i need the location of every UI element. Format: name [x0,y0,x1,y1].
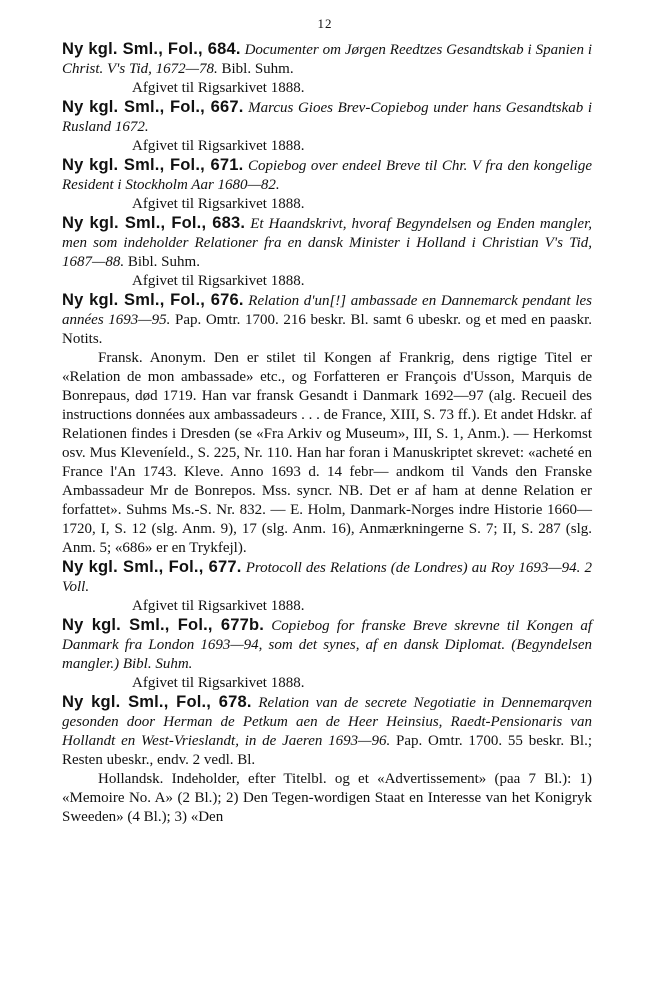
page-number: 12 [317,16,333,31]
entry-title: Relation d'un[!] ambassade en Dannemarck pendant les années 1693—95. [62,293,593,328]
entry-title: Marcus Gioes Brev-Copiebog under hans Gesandtskab i Rusland 1672. [62,100,593,135]
entry-note: Bibl. Suhm. [221,61,294,77]
shelfmark: Ny kgl. Sml., Fol., 683. [62,214,246,232]
entry-title: Copiebog over endeel Breve til Chr. V fra den kongelige Resident i Stockholm Aar 1680—82. [62,158,592,193]
catalog-entry [62,558,592,616]
entry-title: Protocoll des Relations (de Londres) au Roy 1693—94. 2 Voll. [62,560,593,595]
entry-note: Pap. Omtr. 1700. 216 beskr. Bl. samt 6 ubeskr. og et med en paaskr. Notits. [62,312,593,347]
entry-title: Documenter om Jørgen Reedtzes Gesandtskab i Spanien i Christ. V's Tid, 1672—78. [62,42,592,77]
catalog-entry [62,616,592,693]
catalog-entry [62,98,592,156]
entry-title: Et Haandskrivt, hvoraf Begyndelsen og Enden mangler, men som indeholder Relationer fra en dansk Minister i Holland i Christian V's Tid, 1687—88. [62,216,593,270]
shelfmark: Ny kgl. Sml., Fol., 671. [62,156,244,174]
entry-title: Copiebog for franske Breve skrevne til Kongen af Danmark fra London 1693—94, som det synes, af en dansk Diplomat. (Begyndelsen mangler.) Bibl. Suhm. [62,618,593,672]
catalog-text [62,40,592,827]
entry-description: Hollandsk. Indeholder, efter Titelbl. og et «Advertissement» (paa 7 Bl.): 1) «Memoire No. A» (2 Bl.); 2) Den Tegen-wordigen Staat en Interesse van het Konigryk Sweeden» (4 Bl.); 3) «Den [62,771,592,825]
entry-description: Fransk. Anonym. Den er stilet til Kongen af Frankrig, dens rigtige Titel er «Relation de mon ambassade» etc., og Forfatteren er François d'Usson, Marquis de Bonrepaus, død 1719. Han var fransk Gesandt i Danmark 1692—97 (alg. Recueil des instructions données aux ambassadeurs . . . de France, XIII, S. 73 ff.). Et andet Hdskr. af Relationen findes i Dresden (se «Fra Arkiv og Museum», III, S. 1, Anm.). — Herkomst osv. Mus Kleveníeld., S. 225, Nr. 110. Han har foran i Manuskriptet skrevet: «acheté en France l'An 1743. Kleve. Anno 1693 d. 14 febr— andkom til Vands den Franske Ambassadeur Mr de Bonrepos. Mss. syncr. NB. Det er af ham at denne Relation er forfattet». Suhms Ms.-S. Nr. 832. — E. Holm, Danmark-Norges indre Historie 1660—1720, I, S. 12 (slg. Anm. 9), 17 (slg. Anm. 16), Anmærkningerne S. 7; II, S. 287 (slg. Anm. 5; «686» er en Trykfejl). [62,350,593,556]
entry-title: Relation van de secrete Negotiatie in Dennemarqven gesonden door Herman de Petkum aen de Heer Heinsius, Raedt-Pensionaris van Hollandt en West-Vrieslandt, in de Jaeren 1693—96. [62,695,593,749]
afgivet-note: Afgivet til Rigsarkivet 1888. [132,675,305,691]
catalog-entry [62,156,592,214]
afgivet-note: Afgivet til Rigsarkivet 1888. [132,138,305,154]
entry-note: Bibl. Suhm. [127,254,200,270]
catalog-entry [62,40,592,98]
shelfmark: Ny kgl. Sml., Fol., 678. [62,693,252,711]
shelfmark: Ny kgl. Sml., Fol., 677. [62,558,242,576]
catalog-entry [62,693,592,827]
shelfmark: Ny kgl. Sml., Fol., 677b. [62,616,265,634]
afgivet-note: Afgivet til Rigsarkivet 1888. [132,273,305,289]
catalog-entry [62,291,592,558]
catalog-entry [62,214,592,291]
afgivet-note: Afgivet til Rigsarkivet 1888. [132,598,305,614]
afgivet-note: Afgivet til Rigsarkivet 1888. [132,80,305,96]
shelfmark: Ny kgl. Sml., Fol., 676. [62,291,244,309]
afgivet-note: Afgivet til Rigsarkivet 1888. [132,196,305,212]
entry-note: Pap. Omtr. 1700. 55 beskr. Bl.; Resten ubeskr., endv. 2 vedl. Bl. [62,733,592,768]
shelfmark: Ny kgl. Sml., Fol., 684. [62,40,241,58]
shelfmark: Ny kgl. Sml., Fol., 667. [62,98,244,116]
